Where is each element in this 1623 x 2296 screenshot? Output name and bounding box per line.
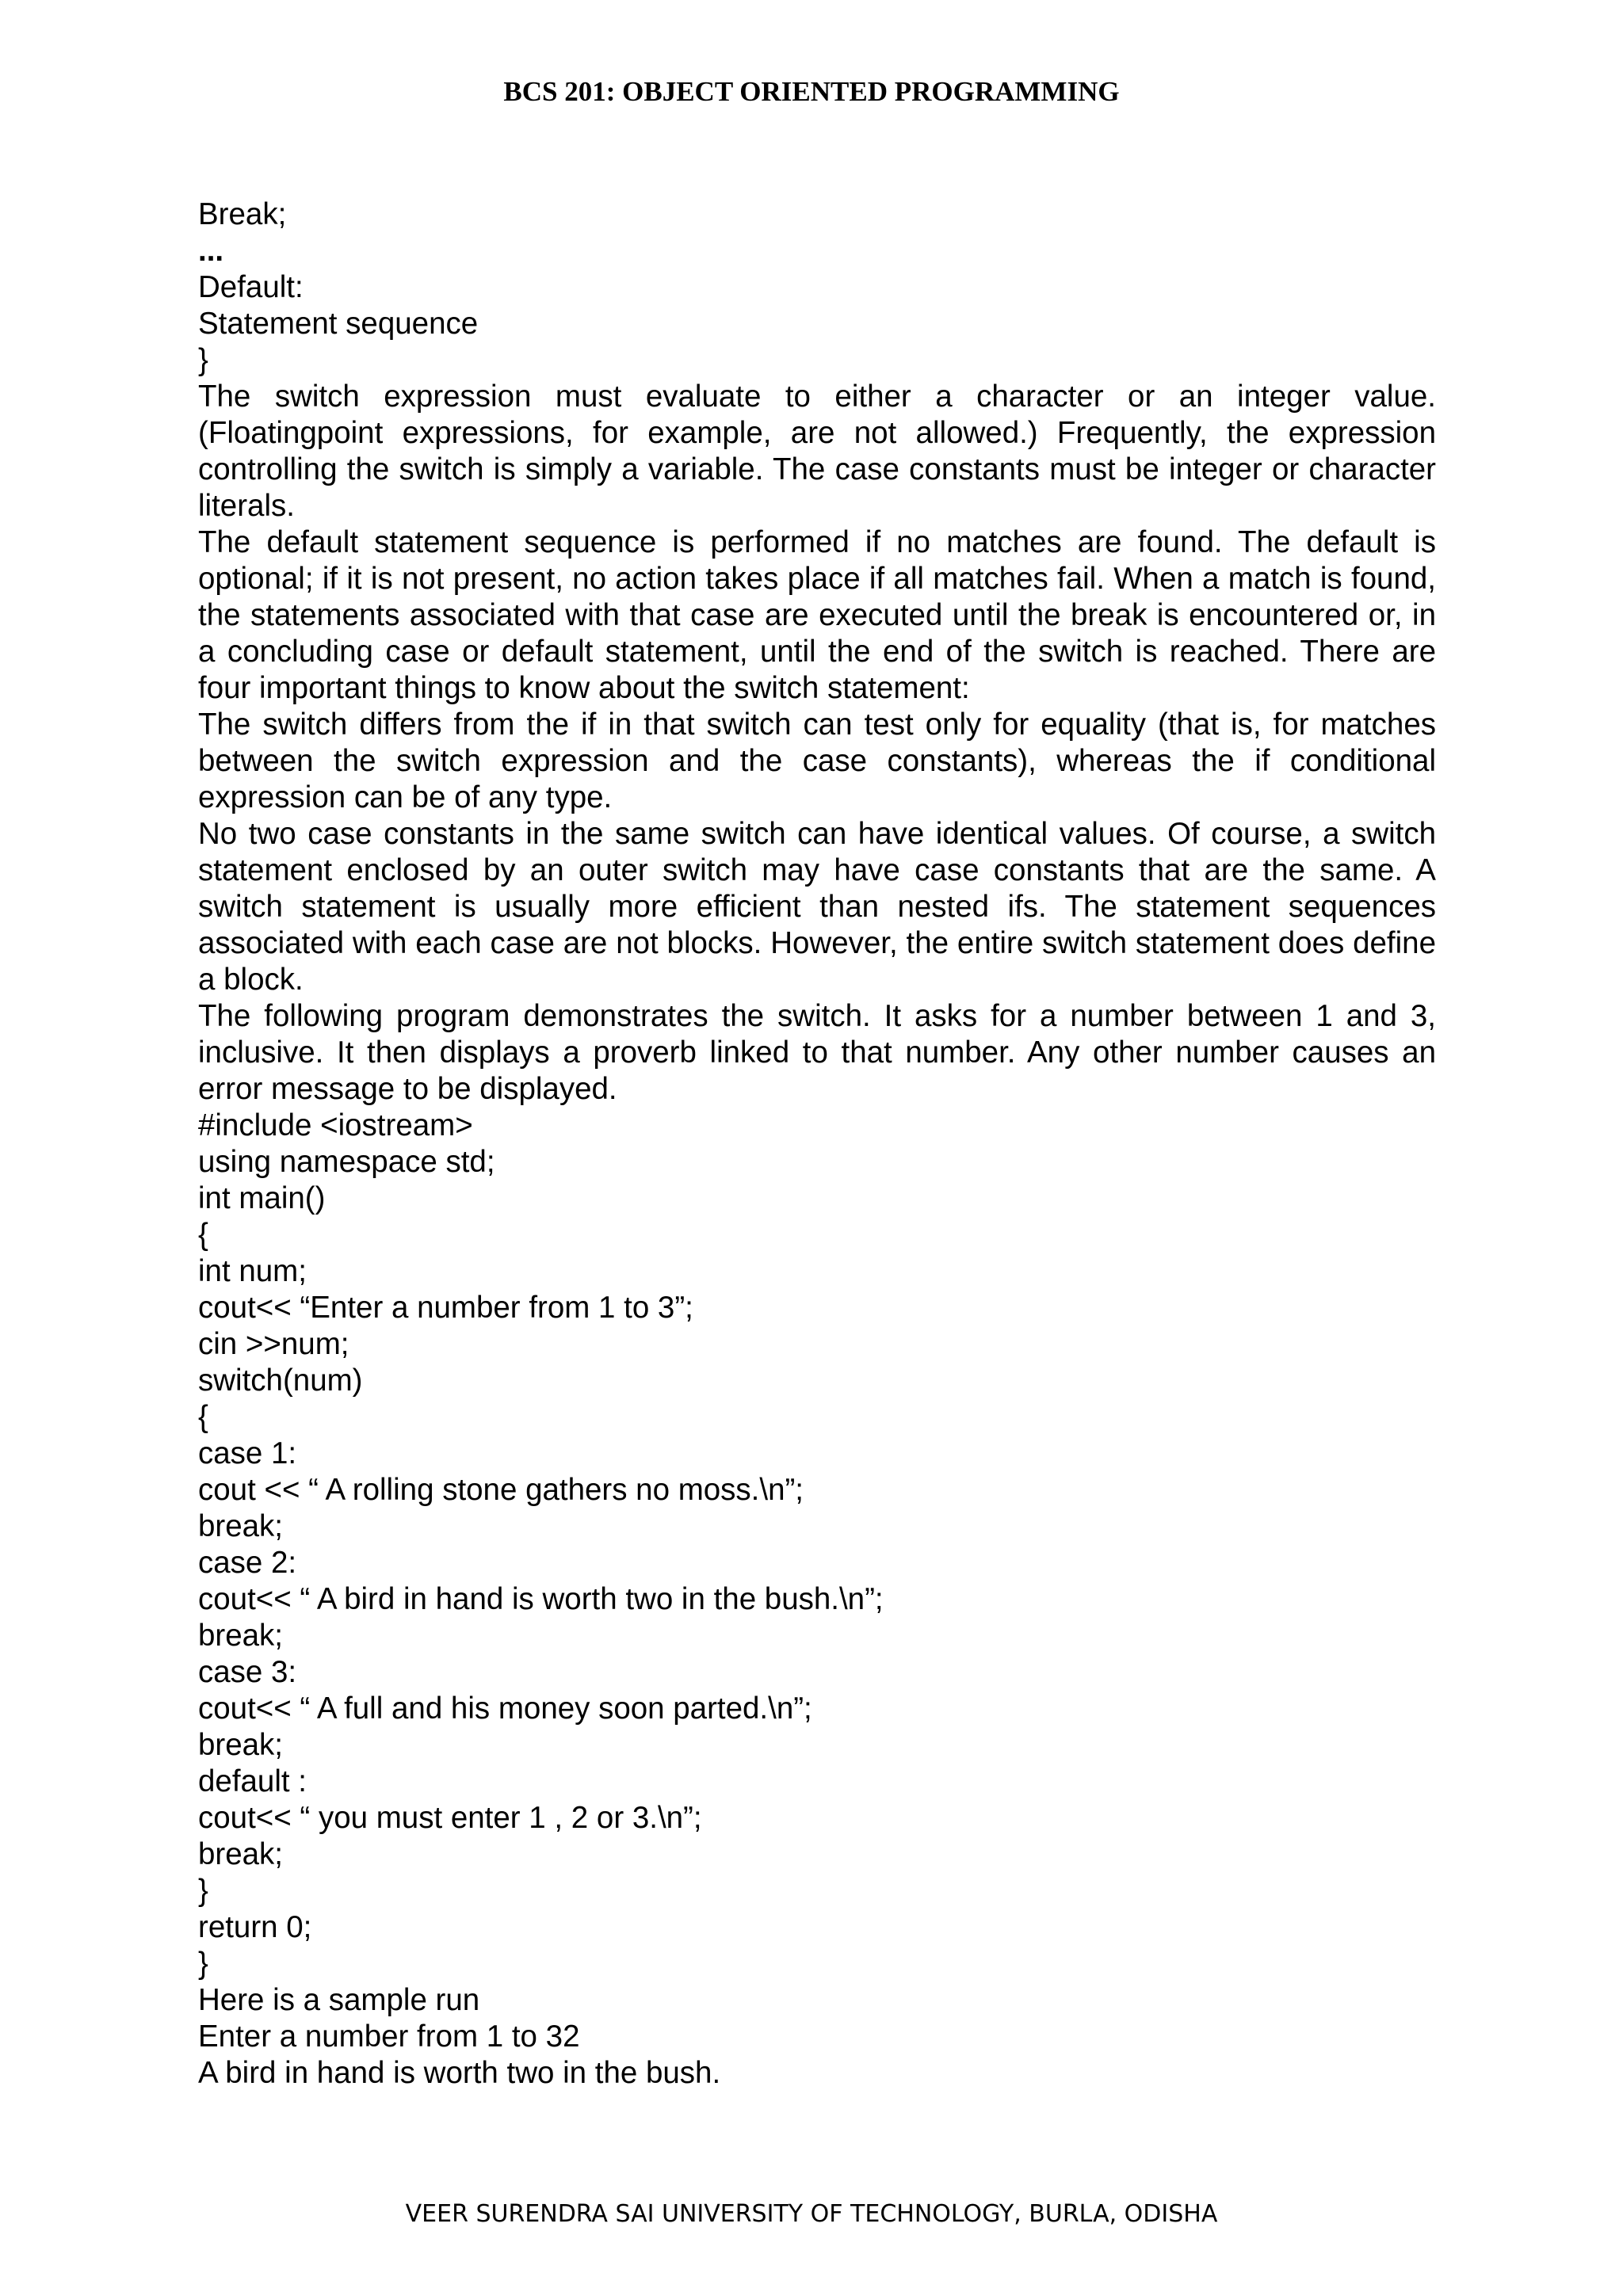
paragraph: The following program demonstrates the switch. It asks for a number between 1 and 3, inclusive. It then displays a proverb linked to that number. Any other number causes an error message to be displayed. xyxy=(198,999,1436,1106)
text-line: Default: xyxy=(198,270,304,304)
ellipsis-line: ... xyxy=(198,234,224,268)
code-line: { xyxy=(198,1218,208,1252)
paragraph: The switch expression must evaluate to either a character or an integer value. (Floatingpoint expressions, for example, are not allowed.) Frequently, the expression controlling the switch is simply a variable. The case constants must be integer or character literals. xyxy=(198,379,1436,523)
code-line: { xyxy=(198,1400,208,1434)
code-line: case 2: xyxy=(198,1546,297,1580)
code-line: break; xyxy=(198,1619,284,1653)
paragraph: The default statement sequence is performed if no matches are found. The default is optional; if it is not present, no action takes place if all matches fail. When a match is found, the statements associated with that case are executed until the break is encountered or, in a concluding case or default statement, until the end of the switch is reached. There are four important things to know about the switch statement: xyxy=(198,525,1436,705)
document-body xyxy=(198,196,1436,2092)
code-line: using namespace std; xyxy=(198,1145,495,1179)
text-line: Break; xyxy=(198,197,287,231)
code-listing xyxy=(198,1108,1436,1982)
code-line: cout<< “ A bird in hand is worth two in the bush.\n”; xyxy=(198,1582,884,1616)
code-line: default : xyxy=(198,1764,307,1798)
code-line: switch(num) xyxy=(198,1363,363,1398)
page-footer: VEER SURENDRA SAI UNIVERSITY OF TECHNOLOGY, BURLA, ODISHA xyxy=(405,2200,1218,2228)
code-line: int num; xyxy=(198,1254,307,1288)
code-line: break; xyxy=(198,1837,284,1871)
text-line: Statement sequence xyxy=(198,307,479,341)
code-line: cout<< “Enter a number from 1 to 3”; xyxy=(198,1291,693,1325)
paragraph: The switch differs from the if in that switch can test only for equality (that is, for matches between the switch expression and the case constants), whereas the if conditional expression can be of any type. xyxy=(198,707,1436,814)
paragraph: No two case constants in the same switch can have identical values. Of course, a switch statement enclosed by an outer switch may have case constants that are the same. A switch statement is usually more efficient than nested ifs. The statement sequences associated with each case are not blocks. However, the entire switch statement does define a block. xyxy=(198,817,1436,997)
code-line: cout << “ A rolling stone gathers no moss.\n”; xyxy=(198,1473,804,1507)
code-line: cout<< “ A full and his money soon parted.\n”; xyxy=(198,1691,812,1726)
code-line: case 3: xyxy=(198,1655,297,1689)
code-line: break; xyxy=(198,1509,284,1543)
code-line: return 0; xyxy=(198,1910,312,1944)
code-line: } xyxy=(198,1874,208,1908)
text-line: } xyxy=(198,343,208,377)
code-line: #include <iostream> xyxy=(198,1108,473,1142)
code-line: } xyxy=(198,1947,208,1981)
code-line: cout<< “ you must enter 1 , 2 or 3.\n”; xyxy=(198,1801,702,1835)
code-line: int main() xyxy=(198,1181,326,1215)
sample-run xyxy=(198,1982,1436,2092)
code-line: break; xyxy=(198,1728,284,1762)
code-line: case 1: xyxy=(198,1436,297,1470)
code-line: cin >>num; xyxy=(198,1327,349,1361)
sample-run-line: Here is a sample run xyxy=(198,1983,480,2017)
sample-run-line: A bird in hand is worth two in the bush. xyxy=(198,2056,721,2090)
sample-run-line: Enter a number from 1 to 32 xyxy=(198,2019,580,2054)
page-header: BCS 201: OBJECT ORIENTED PROGRAMMING xyxy=(503,76,1120,107)
